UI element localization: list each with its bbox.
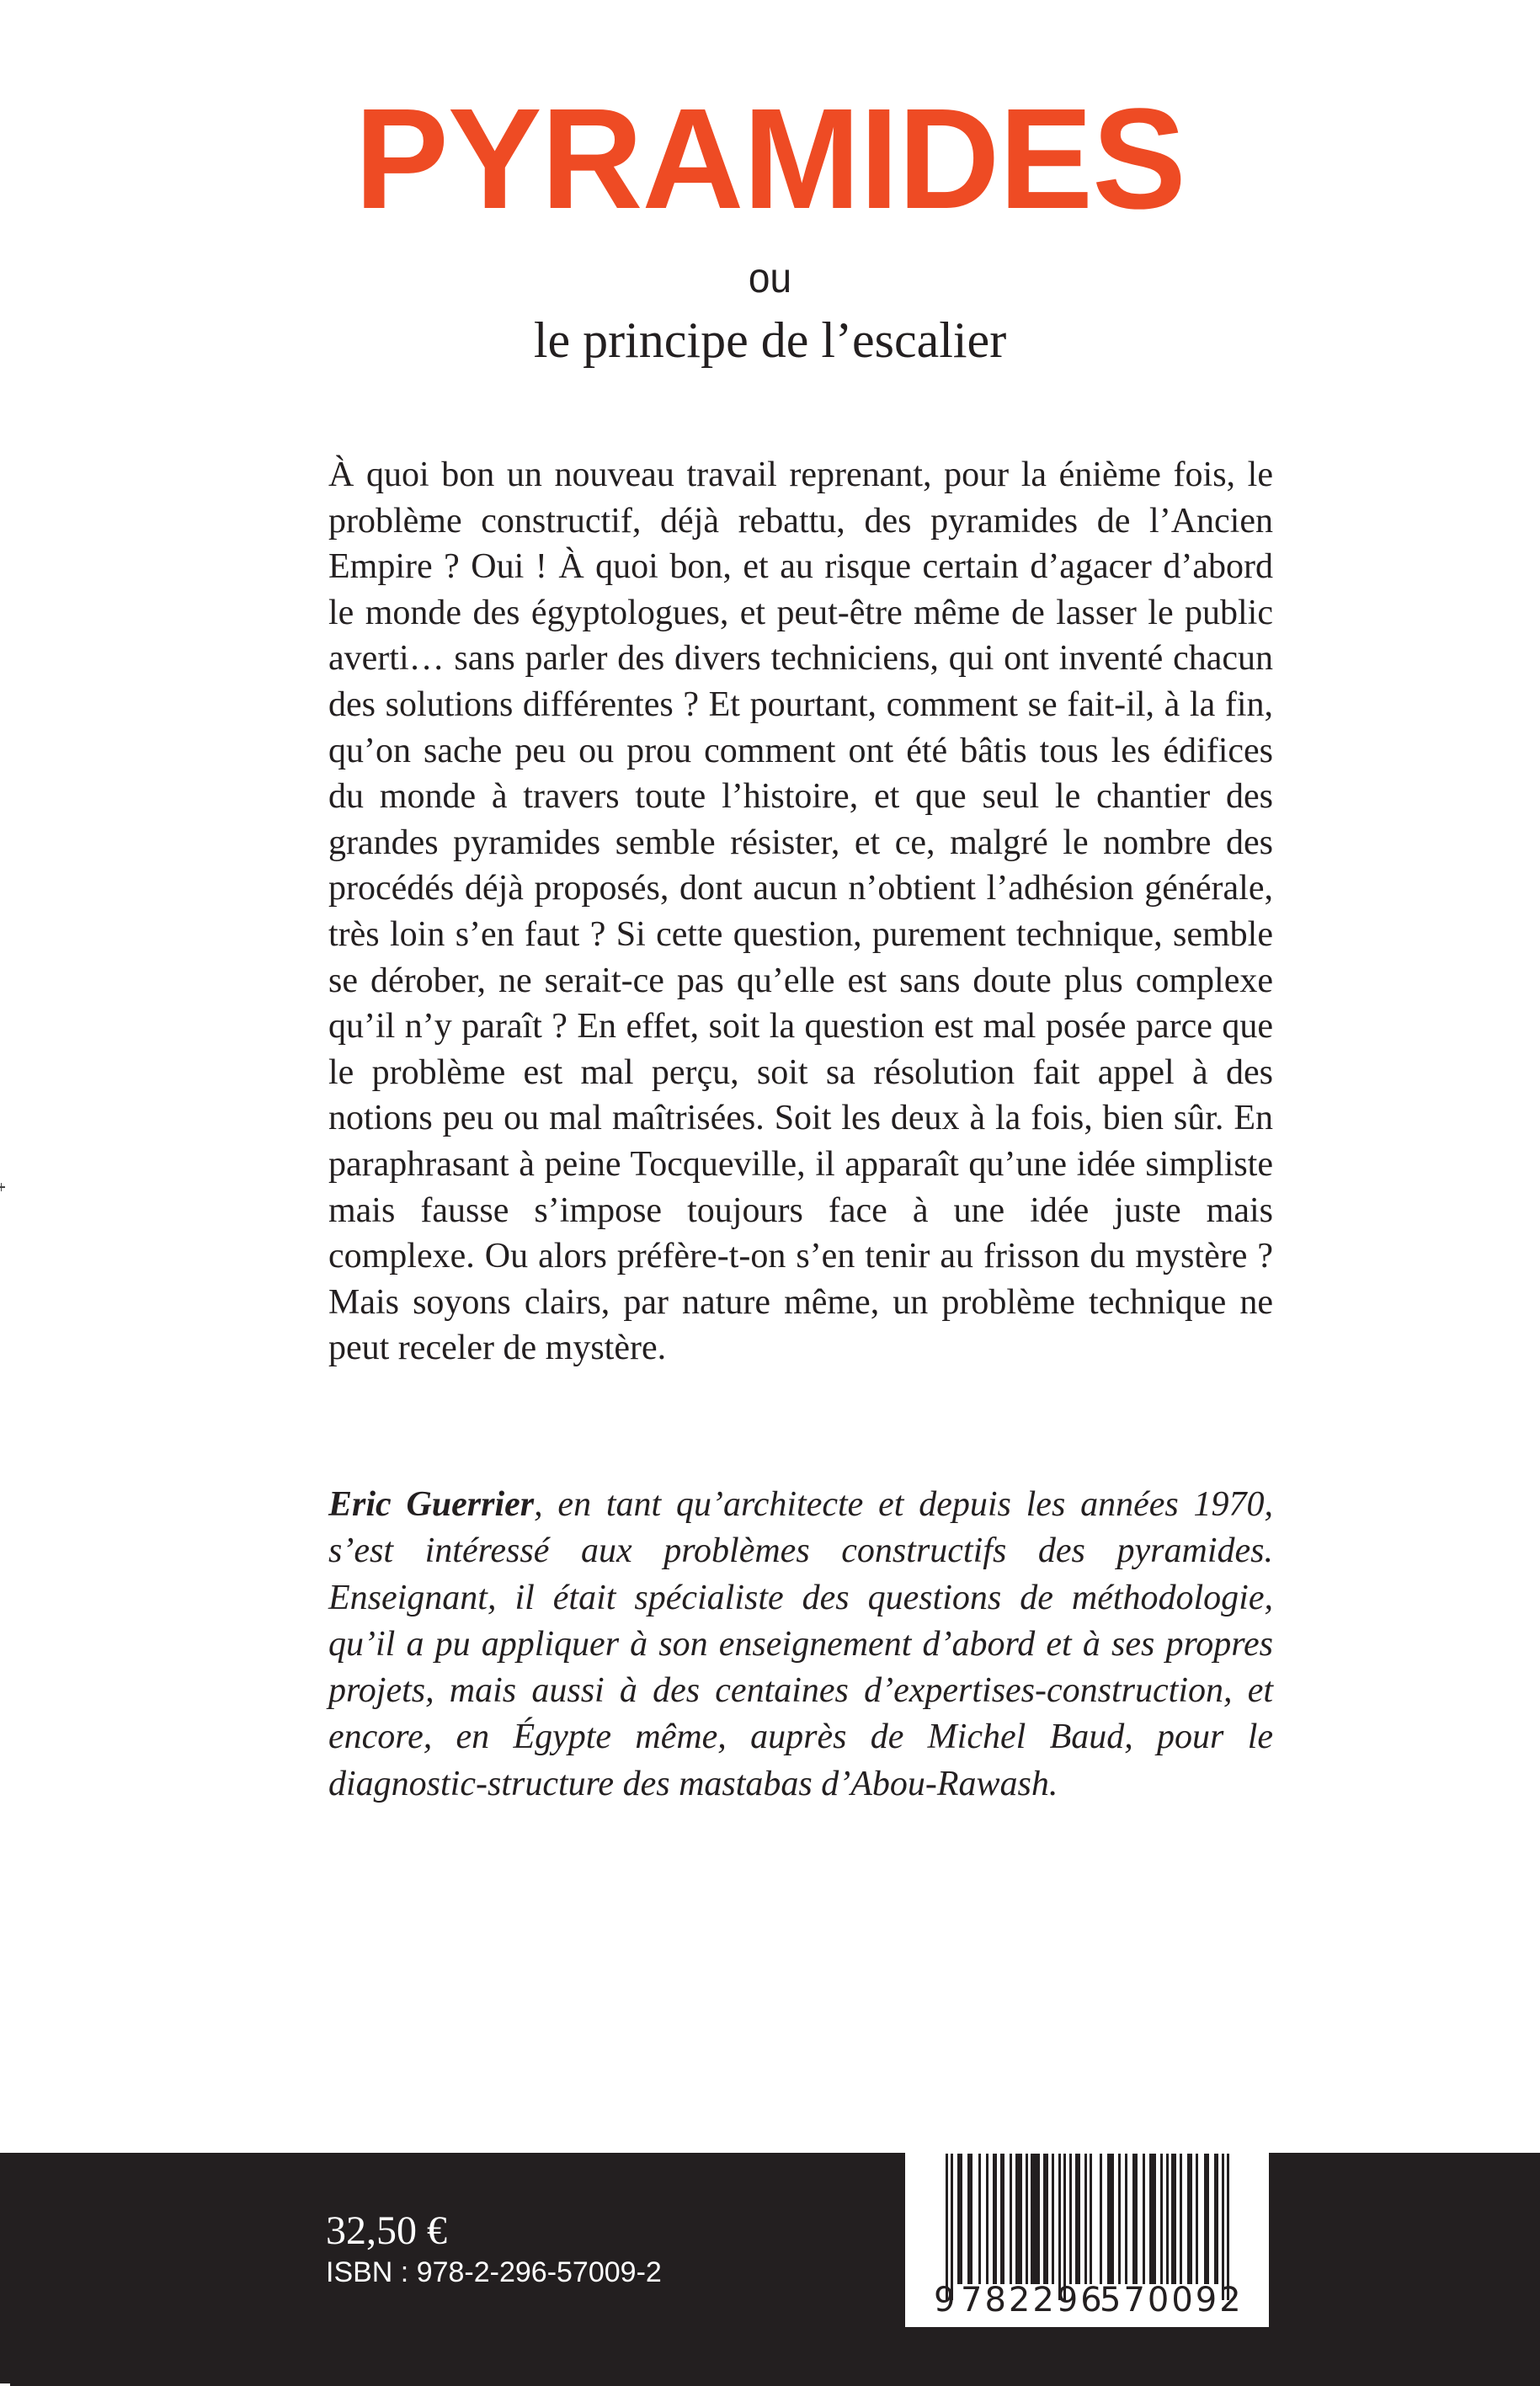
barcode-digits-right: 570092 — [1100, 2281, 1244, 2319]
barcode — [905, 2147, 1269, 2327]
book-title: PYRAMIDES — [354, 79, 1186, 239]
title-connector: ou — [748, 254, 792, 301]
author-bio — [328, 1482, 1273, 1808]
author-bio-text: , en tant qu’architecte et depuis les années 1970, s’est intéressé aux problèmes constructifs des pyramides. Enseignant, il était spécialiste des questions de méthodologie, qu’il a pu appliquer à son enseignement d’abord et à ses propres projets, mais aussi à des centaines d’expertises-construction, et encore, en Égypte même, auprès de Michel Baud, pour le diagnostic-structure des mastabas d’Abou-Rawash. — [328, 1485, 1273, 1803]
author-name: Eric Guerrier — [328, 1485, 535, 1524]
registration-mark-icon — [0, 1186, 5, 1188]
price: 32,50 € — [326, 2208, 447, 2253]
book-subtitle: le principe de l’escalier — [533, 312, 1007, 368]
isbn: ISBN : 978-2-296-57009-2 — [326, 2256, 662, 2288]
barcode-digit-prefix: 9 — [934, 2281, 957, 2319]
blurb-paragraph: À quoi bon un nouveau travail reprenant, pour la énième fois, le problème constructif, déjà rebattu, des pyramides de l’Ancien Empire ? Oui ! À quoi bon, et au risque certain d’agacer d’abord le monde des égyptologues, et peut-être même de lasser le public averti… sans parler des divers techniciens, qui ont inventé chacun des solutions différentes ? Et pourtant, comment se fait-il, à la fin, qu’on sache peu ou prou comment ont été bâtis tous les édifices du monde à travers toute l’histoire, et que seul le chantier des grandes pyramides semble résister, et ce, malgré le nombre des procédés déjà proposés, dont aucun n’obtient l’adhésion générale, très loin s’en faut ? Si cette question, purement technique, semble se dérober, ne serait-ce pas qu’elle est sans doute plus complexe qu’il n’y paraît ? En effet, soit la question est mal posée parce que le problème est mal perçu, soit sa résolution fait appel à des notions peu ou mal maîtrisées. Soit les deux à la fois, bien sûr. En paraphrasant à peine Tocqueville, il apparaît qu’une idée simpliste mais fausse s’impose toujours face à une idée juste mais complexe. Ou alors préfère-t-on s’en tenir au frisson du mystère ? Mais soyons clairs, par nature même, un problème technique ne peut receler de mystère. — [328, 455, 1273, 1368]
footer-band — [0, 2153, 1540, 2386]
barcode-digits-left: 782296 — [961, 2281, 1105, 2319]
